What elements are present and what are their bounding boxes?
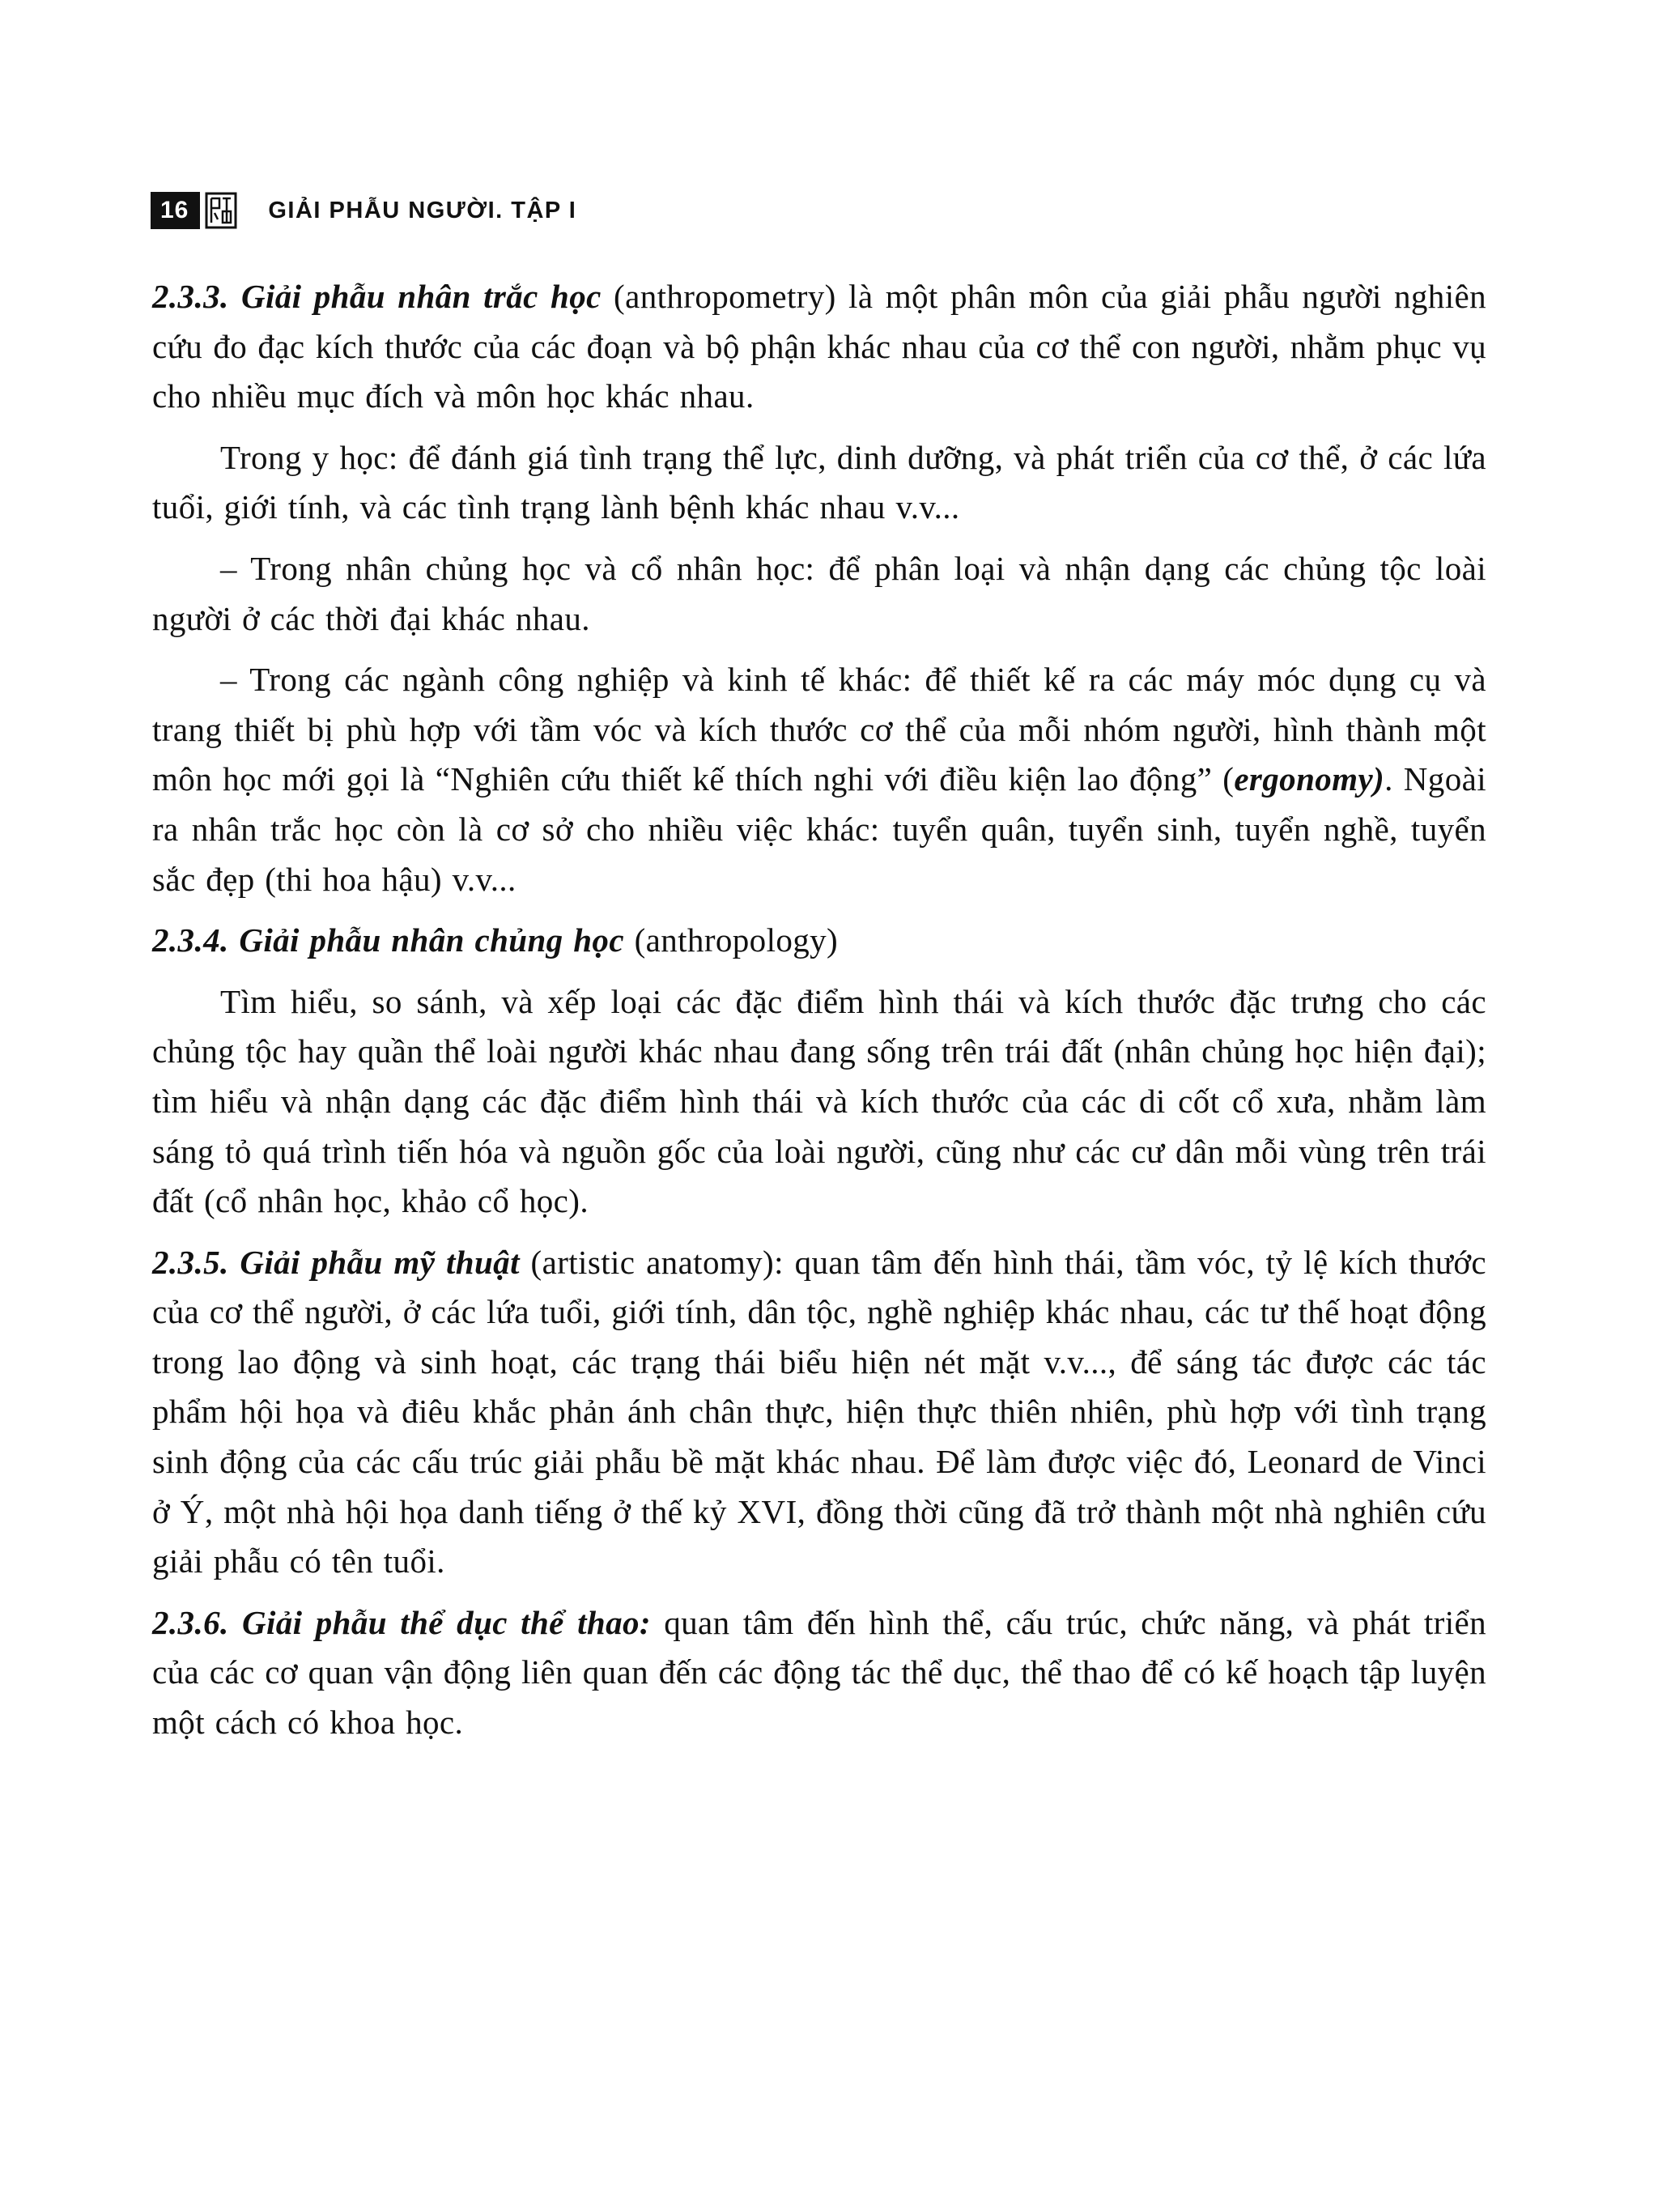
section-2-3-6 [152,1598,1486,1748]
paragraph: Trong y học: để đánh giá tình trạng thể lực, dinh dưỡng, và phát triển của cơ thể, ở các lứa tuổi, giới tính, và các tình trạng lành bệnh khác nhau v.v... [152,438,1486,526]
term-ergonomy: ergonomy) [1234,760,1385,798]
running-header [151,189,576,232]
section-text: (anthropometry) là một phân môn của giải phẫu người nghiên cứu đo đạc kích thước của các đoạn và bộ phận khác nhau của cơ thể con người, nhằm phục vụ cho nhiều mục đích và môn học khác nhau. [152,278,1486,415]
page-body [152,272,1486,1759]
section-title: Giải phẫu nhân chủng học [239,921,624,959]
paragraph: – Trong nhân chủng học và cổ nhân học: để phân loại và nhận dạng các chủng tộc loài người ở các thời đại khác nhau. [152,549,1486,637]
section-number: 2.3.3. [152,278,229,315]
section-2-3-4 [152,916,1486,966]
section-2-3-3 [152,272,1486,422]
section-number: 2.3.4. [152,921,229,959]
section-2-3-5 [152,1238,1486,1587]
section-title: Giải phẫu mỹ thuật [240,1243,520,1281]
section-text: (artistic anatomy): quan tâm đến hình thái, tầm vóc, tỷ lệ kích thước của cơ thể người, ở các lứa tuổi, giới tính, dân tộc, nghề nghiệp khác nhau, các tư thế hoạt động trong lao động và sinh hoạt, các trạng thái biểu hiện nét mặt v.v..., để sáng tác được các tác phẩm hội họa và điêu khắc phản ánh chân thực, hiện thực thiên nhiên, phù hợp với tình trạng sinh động của các cấu trúc giải phẫu bề mặt khác nhau. Để làm được việc đó, Leonard de Vinci ở Ý, một nhà hội họa danh tiếng ở thế kỷ XVI, đồng thời cũng đã trở thành một nhà nghiên cứu giải phẫu có tên tuổi. [152,1243,1486,1580]
section-title: Giải phẫu nhân trắc học [240,278,602,315]
paragraph [152,655,1486,904]
section-text: (anthropology) [623,921,839,959]
paragraph: Tìm hiểu, so sánh, và xếp loại các đặc điểm hình thái và kích thước đặc trưng cho các chủng tộc hay quần thể loài người khác nhau đang sống trên trái đất (nhân chủng học hiện đại); tìm hiểu và nhận dạng các đặc điểm hình thái và kích thước của các di cốt cổ xưa, nhằm làm sáng tỏ quá trình tiến hóa và nguồn gốc của loài người, cũng như các cư dân mỗi vùng trên trái đất (cổ nhân học, khảo cổ học). [152,982,1486,1220]
section-number: 2.3.5. [152,1243,229,1281]
section-text: quan tâm đến hình thể, cấu trúc, chức năng, và phát triển của các cơ quan vận động liên quan đến các động tác thể dục, thể thao để có kế hoạch tập luyện một cách có khoa học. [152,1603,1486,1742]
section-title: Giải phẫu thể dục thể thao: [241,1603,651,1641]
book-title: GIẢI PHẪU NGƯỜI. TẬP I [268,197,577,223]
paragraph-text: . Ngoài ra nhân trắc học còn là cơ sở cho nhiều việc khác: tuyển quân, tuyển sinh, tuyển nghề, tuyển sắc đẹp (thi hoa hậu) v.v... [152,760,1486,898]
section-number: 2.3.6. [152,1603,229,1641]
book-emblem-icon [205,192,237,229]
page-number: 16 [151,192,200,229]
paragraph-text: – Trong các ngành công nghiệp và kinh tế khác: để thiết kế ra các máy móc dụng cụ và trang thiết bị phù hợp với tầm vóc và kích thước cơ thể của mỗi nhóm người, hình thành một môn học mới gọi là “Nghiên cứu thiết kế thích nghi với điều kiện lao động” ( [152,661,1486,798]
